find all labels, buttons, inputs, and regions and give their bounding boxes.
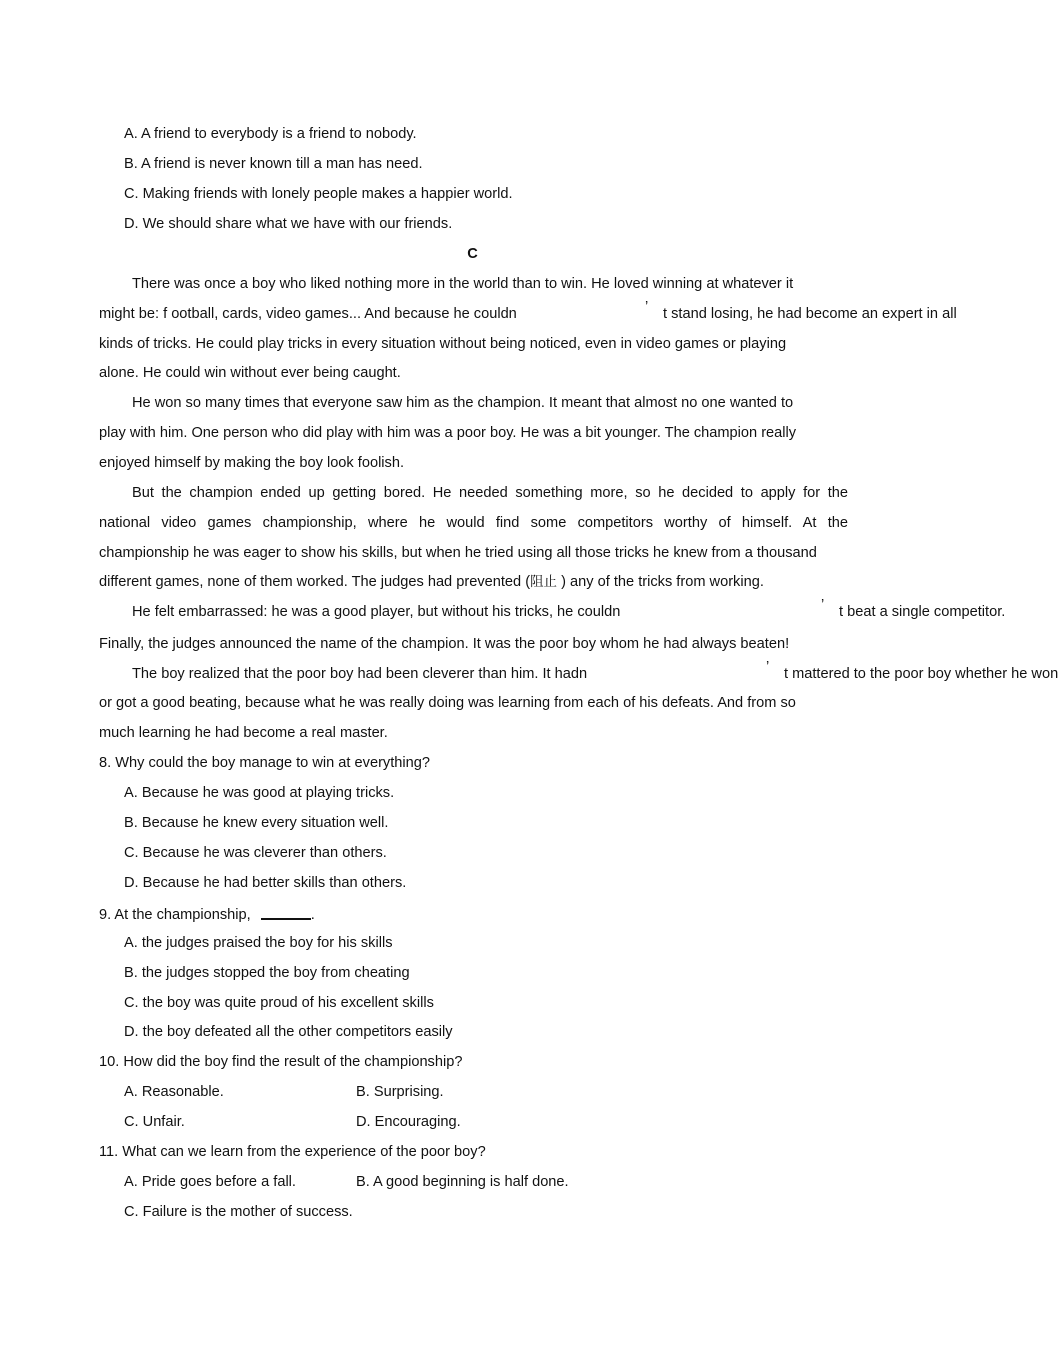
question-9-option-b: B. the judges stopped the boy from cheating <box>124 965 410 981</box>
gloss-zuzhi: 阻止 <box>530 574 558 590</box>
passage-p2-line3: enjoyed himself by making the boy look foolish. <box>99 455 405 471</box>
question-9-option-a: A. the judges praised the boy for his skills <box>124 935 393 951</box>
question-9-option-d: D. the boy defeated all the other competitors easily <box>124 1024 453 1040</box>
prev-option-c: C. Making friends with lonely people makes a happier world. <box>124 186 513 202</box>
question-11-stem: 11. What can we learn from the experience of the poor boy? <box>99 1144 486 1160</box>
passage-p5-line2: or got a good beating, because what he was really doing was learning from each of his defeats. And from so <box>99 695 796 711</box>
passage-apostrophe: ’ <box>645 299 649 315</box>
passage-p5-line1b: t mattered to the poor boy whether he won <box>784 666 1058 682</box>
passage-p1-line3: kinds of tricks. He could play tricks in every situation without being noticed, even in video games or playing <box>99 336 787 352</box>
prev-option-d: D. We should share what we have with our friends. <box>124 216 453 232</box>
question-10-stem: 10. How did the boy find the result of the championship? <box>99 1054 463 1070</box>
passage-p2-line1: He won so many times that everyone saw him as the champion. It meant that almost no one wanted to <box>132 395 794 411</box>
prev-option-b: B. A friend is never known till a man has need. <box>124 156 423 172</box>
passage-p5-line1a: The boy realized that the poor boy had been cleverer than him. It hadn <box>132 666 588 682</box>
question-8-stem: 8. Why could the boy manage to win at everything? <box>99 755 430 771</box>
passage-p4-line2: Finally, the judges announced the name of the champion. It was the poor boy whom he had always beaten! <box>99 636 790 652</box>
question-11-option-b: B. A good beginning is half done. <box>356 1174 569 1190</box>
passage-p2-line2: play with him. One person who did play with him was a poor boy. He was a bit younger. The champion really <box>99 425 797 441</box>
passage-p3-line1: But the champion ended up getting bored. He needed something more, so he decided to apply for the <box>132 485 848 501</box>
question-10-option-a: A. Reasonable. <box>124 1084 224 1100</box>
prev-option-a: A. A friend to everybody is a friend to nobody. <box>124 126 417 142</box>
question-9-stem <box>99 904 315 924</box>
question-8-option-a: A. Because he was good at playing tricks. <box>124 785 395 801</box>
passage-p1-line1: There was once a boy who liked nothing more in the world than to win. He loved winning at whatever it <box>132 276 794 292</box>
question-10-option-c: C. Unfair. <box>124 1114 185 1130</box>
passage-p1-line4: alone. He could win without ever being caught. <box>99 365 401 381</box>
question-10-option-d: D. Encouraging. <box>356 1114 461 1130</box>
passage-p3-line4a: different games, none of them worked. The judges had prevented ( <box>99 574 531 590</box>
question-8-option-d: D. Because he had better skills than others. <box>124 875 407 891</box>
question-8-option-b: B. Because he knew every situation well. <box>124 815 389 831</box>
passage-p3-line3: championship he was eager to show his skills, but when he tried using all those tricks he knew from a thousand <box>99 545 817 561</box>
passage-p3-line4b: ) any of the tricks from working. <box>561 574 764 590</box>
answer-blank <box>261 904 311 920</box>
question-11-option-c: C. Failure is the mother of success. <box>124 1204 353 1220</box>
passage-apostrophe: ’ <box>821 597 825 613</box>
passage-p3-line4 <box>99 573 764 591</box>
question-9-stem-end: . <box>310 907 315 923</box>
passage-p5-line3: much learning he had become a real master. <box>99 725 388 741</box>
passage-apostrophe: ’ <box>766 659 770 675</box>
question-9-option-c: C. the boy was quite proud of his excellent skills <box>124 995 434 1011</box>
section-heading: C <box>467 246 478 262</box>
question-9-stem-text: 9. At the championship, <box>99 907 251 923</box>
question-11-option-a: A. Pride goes before a fall. <box>124 1174 296 1190</box>
passage-p1-line2b: t stand losing, he had become an expert in all <box>663 306 957 322</box>
passage-p3-line2: national video games championship, where he would find some competitors worthy of himself. At the <box>99 515 848 531</box>
passage-p4-line1b: t beat a single competitor. <box>839 604 1006 620</box>
question-8-option-c: C. Because he was cleverer than others. <box>124 845 387 861</box>
question-10-option-b: B. Surprising. <box>356 1084 444 1100</box>
passage-p4-line1a: He felt embarrassed: he was a good player, but without his tricks, he couldn <box>132 604 621 620</box>
passage-p1-line2a: might be: f ootball, cards, video games... And because he couldn <box>99 306 517 322</box>
